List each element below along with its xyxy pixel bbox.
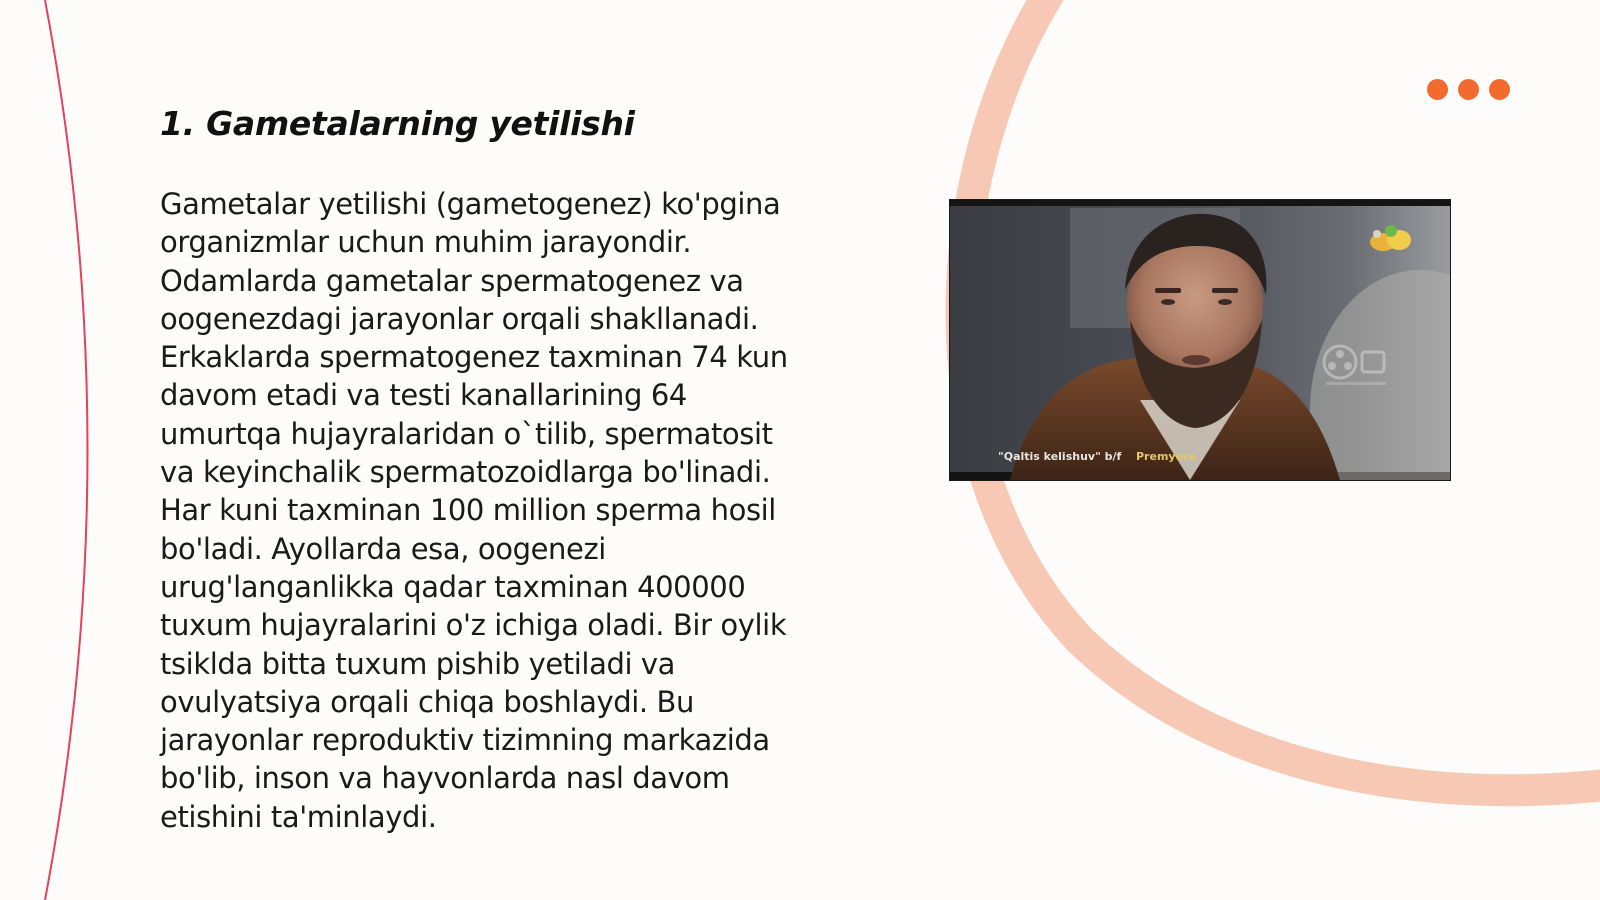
body-line: etishini ta'minlaydi.	[160, 799, 437, 834]
body-line: Har kuni taxminan 100 million sperma hosil	[160, 493, 776, 528]
body-line: bo'ladi. Ayollarda esa, oogenezi	[160, 531, 606, 566]
body-line: va keyinchalik spermatozoidlarga bo'linadi.	[160, 455, 771, 490]
premiere-label: Premyera	[1136, 450, 1196, 463]
dot	[1458, 79, 1479, 100]
body-line: Odamlarda gametalar spermatogenez va	[160, 263, 744, 298]
left-red-line	[45, 0, 88, 900]
body-line: jarayonlar reproduktiv tizimning markazida	[160, 723, 770, 758]
body-line: oogenezdagi jarayonlar orqali shakllanadi.	[160, 301, 759, 336]
body-line: urug'langanlikka qadar taxminan 400000	[160, 569, 746, 604]
slide-title: 1. Gametalarning yetilishi	[160, 104, 635, 143]
body-line: davom etadi va testi kanallarining 64	[160, 378, 687, 413]
body-line: tuxum hujayralarini o'z ichiga oladi. Bir oylik	[160, 608, 787, 643]
dot	[1489, 79, 1510, 100]
slide-body	[160, 185, 840, 836]
body-line: organizmlar uchun muhim jarayondir.	[160, 225, 692, 260]
video-caption: "Qaltis kelishuv" b/f	[998, 450, 1122, 463]
body-line: ovulyatsiya orqali chiqa boshlaydi. Bu	[160, 684, 695, 719]
body-line: tsiklda bitta tuxum pishib yetiladi va	[160, 646, 676, 681]
more-dots-icon	[1427, 79, 1517, 101]
body-line: umurtqa hujayralaridan o`tilib, spermatosit	[160, 416, 773, 451]
body-line: Gametalar yetilishi (gametogenez) ko'pgina	[160, 187, 781, 221]
fruit-logo-icon	[1365, 220, 1417, 256]
body-line: bo'lib, inson va hayvonlarda nasl davom	[160, 761, 730, 796]
body-line: Erkaklarda spermatogenez taxminan 74 kun	[160, 340, 788, 375]
dot	[1427, 79, 1448, 100]
video-frame[interactable]	[950, 200, 1450, 480]
channel-watermark-icon	[1320, 340, 1392, 390]
